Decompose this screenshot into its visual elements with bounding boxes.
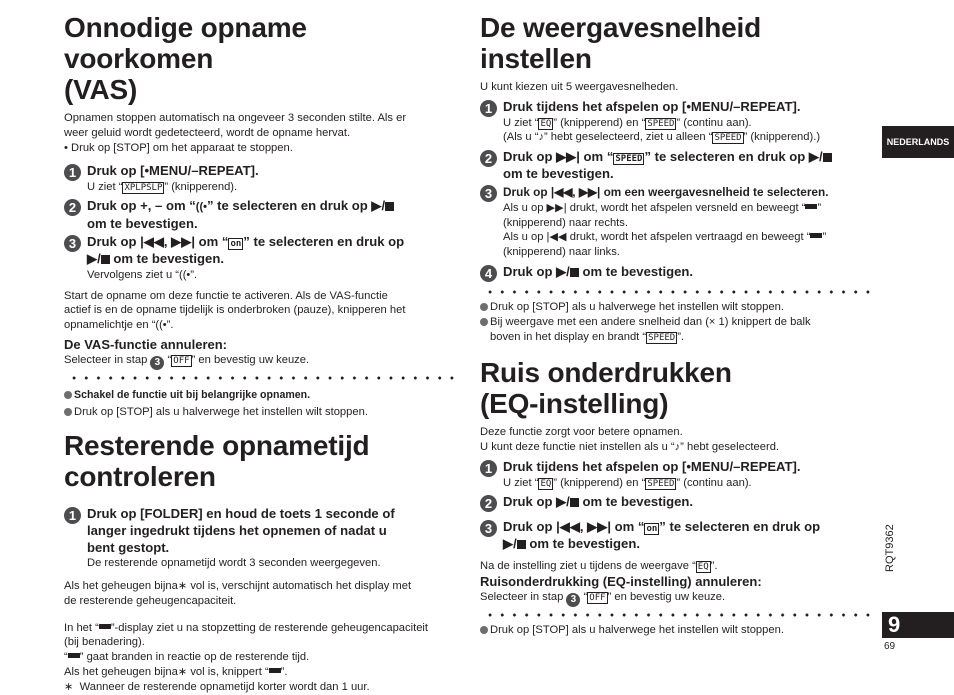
step-heading: Druk op [FOLDER] en houd de toets 1 seconde of langer ingedrukt tijdens het opnemen of nadat u bent gestopt. bbox=[87, 505, 395, 555]
lcd-xplpslp-icon: XPLPSLP bbox=[124, 183, 163, 194]
eq-title: Ruis onderdrukken (EQ-instelling) bbox=[480, 357, 732, 420]
speed-bar-icon bbox=[810, 233, 822, 238]
step-heading: Druk op |◀◀, ▶▶| om “ on ” te selecteren en druk op ▶/ om te bevestigen. bbox=[503, 519, 821, 551]
speed-title: De weergavesnelheid instellen bbox=[480, 12, 761, 74]
step-detail: U ziet “ EQ ” (knipperend) en “ SPEED ” (continu aan). bbox=[503, 476, 752, 489]
step-number: 1 bbox=[64, 164, 81, 181]
music-note-icon: ♪ bbox=[674, 441, 681, 454]
step-heading: Druk op |◀◀, ▶▶| om “ on ” te selecteren en druk op ▶/ om te bevestigen. bbox=[87, 234, 405, 267]
dotted-divider bbox=[64, 372, 462, 384]
eq-note-stop: Druk op [STOP] als u halverwege het instellen wilt stoppen. bbox=[480, 623, 878, 638]
stop-square-icon bbox=[385, 202, 394, 211]
vas-activation-text: Start de opname om deze functie te activeren. Als de VAS-functie actief is en de opname tijdelijk is onderbroken (pauze), knipperen het opnamelichtje en “((•”. bbox=[64, 289, 406, 332]
lcd-eq-icon: EQ bbox=[540, 118, 552, 129]
asterisk: ∗ bbox=[177, 579, 188, 592]
lcd-speed-icon: SPEED bbox=[648, 333, 676, 344]
dotted-divider bbox=[480, 609, 878, 621]
remaining-time-title: Resterende opnametijd controleren bbox=[64, 429, 370, 492]
dotted-divider bbox=[480, 286, 878, 298]
step-number: 2 bbox=[64, 199, 81, 216]
vas-intro: Opnamen stoppen automatisch na ongeveer 3 seconden stilte. Als er weer geluid wordt gedetecteerd, wordt de opname hervat. bbox=[64, 112, 407, 139]
step-heading: Druk op ▶/ om te bevestigen. bbox=[503, 494, 694, 510]
step-heading: Druk op ▶/ om te bevestigen. bbox=[503, 263, 694, 279]
memory-auto-text: Als het geheugen bijna∗ vol is, verschijnt automatisch het display met de resterende geheugencapaciteit. bbox=[64, 579, 412, 607]
memory-bar-icon bbox=[68, 653, 80, 658]
vas-icon: ((• bbox=[195, 200, 207, 213]
vas-title: Onnodige opname voorkomen (VAS) bbox=[64, 12, 307, 105]
step-number: 3 bbox=[64, 235, 81, 252]
lcd-off-icon: OFF bbox=[589, 592, 606, 603]
eq-cancel-text: Selecteer in stap 3 “ OFF ” en bevestig uw keuze. bbox=[480, 590, 726, 605]
step-number: 3 bbox=[480, 520, 497, 537]
stop-square-icon bbox=[101, 255, 110, 264]
lcd-speed-icon: SPEED bbox=[714, 133, 742, 144]
step-detail: U ziet “ EQ ” (knipperend) en “ SPEED ” (continu aan). (Als u “♪” hebt geselecteerd, ziet u alleen “ SPEED ” (knipperend).) bbox=[503, 116, 821, 144]
vas-note-stop: Druk op [STOP] als u halverwege het instellen wilt stoppen. bbox=[64, 405, 462, 420]
step-detail-slower: Als u op |◀◀ drukt, wordt het afspelen vertraagd en beweegt “ ” (knipperend) naar links. bbox=[503, 231, 827, 258]
language-tab: NEDERLANDS bbox=[882, 126, 954, 158]
speed-note-bar: Bij weergave met een andere snelheid dan (× 1) knippert de balk boven in het display en brandt “ SPEED ”. bbox=[480, 315, 878, 345]
vas-cancel-text: Selecteer in stap 3 “ OFF ” en bevestig uw keuze. bbox=[64, 353, 310, 368]
step-detail-faster: Als u op ▶▶| drukt, wordt het afspelen versneld en beweegt “ ” (knipperend) naar rechts. bbox=[503, 202, 822, 229]
speed-note-stop: Druk op [STOP] als u halverwege het instellen wilt stoppen. bbox=[480, 300, 878, 315]
bar-blinks-text: Als het geheugen bijna∗ vol is, knippert “ ”. bbox=[64, 665, 288, 678]
step-number: 2 bbox=[480, 495, 497, 512]
music-note-icon: ♪ bbox=[538, 131, 544, 144]
stop-square-icon bbox=[570, 498, 579, 507]
step-heading: Druk op ▶▶| om “ SPEED ” te selecteren en druk op ▶/ om te bevestigen. bbox=[503, 149, 878, 183]
step-heading: Druk op |◀◀, ▶▶| om een weergavesnelheid te selecteren. bbox=[503, 185, 829, 200]
lcd-eq-icon: EQ bbox=[540, 478, 552, 489]
model-number: RQT9362 bbox=[884, 524, 896, 572]
step-number: 3 bbox=[480, 185, 497, 202]
eq-step-3 bbox=[480, 519, 878, 553]
vas-step-2 bbox=[64, 198, 462, 233]
remaining-step-1 bbox=[64, 506, 462, 571]
left-column bbox=[64, 12, 462, 695]
asterisk: ∗ bbox=[177, 665, 188, 678]
step-ref-badge: 3 bbox=[150, 356, 164, 370]
lcd-off-icon: OFF bbox=[173, 355, 190, 366]
stop-square-icon bbox=[517, 540, 526, 549]
display-remaining-text: In het “ ”-display ziet u na stopzetting de resterende geheugencapaciteit (bij benadering). bbox=[64, 621, 429, 649]
step-number: 1 bbox=[480, 100, 497, 117]
speed-step-2 bbox=[480, 149, 878, 183]
step-heading: Druk op [•MENU/–REPEAT]. bbox=[87, 163, 259, 179]
memory-bar-icon bbox=[269, 668, 281, 673]
step-number: 1 bbox=[480, 460, 497, 477]
footnote: ∗ Wanneer de resterende opnametijd korter wordt dan 1 uur. bbox=[64, 680, 370, 693]
step-detail: U ziet “ XPLPSLP ” (knipperend). bbox=[87, 181, 238, 194]
step-detail: De resterende opnametijd wordt 3 seconden weergegeven. bbox=[87, 557, 381, 570]
speed-step-4 bbox=[480, 264, 878, 281]
eq-after-text: Na de instelling ziet u tijdens de weergave “ EQ ”. bbox=[480, 559, 718, 572]
step-heading: Druk op +, – om “((•” te selecteren en druk op ▶/ om te bevestigen. bbox=[87, 198, 462, 233]
eq-intro: Deze functie zorgt voor betere opnamen. U kunt deze functie niet instellen als u “♪” hebt geselecteerd. bbox=[480, 426, 780, 454]
step-number: 1 bbox=[64, 507, 81, 524]
eq-step-2 bbox=[480, 494, 878, 511]
speed-step-3 bbox=[480, 184, 878, 259]
lcd-speed-icon: SPEED bbox=[647, 478, 675, 489]
bar-lights-text: “ ” gaat branden in reactie op de resterende tijd. bbox=[64, 651, 310, 664]
lcd-speed-icon: SPEED bbox=[647, 118, 675, 129]
speed-step-1 bbox=[480, 99, 878, 145]
lcd-eq-icon: EQ bbox=[697, 561, 709, 572]
lcd-speed-icon: SPEED bbox=[615, 153, 643, 164]
step-number: 2 bbox=[480, 150, 497, 167]
vas-icon: ((• bbox=[179, 268, 191, 281]
right-column bbox=[480, 12, 878, 638]
eq-cancel-heading: Ruisonderdrukking (EQ-instelling) annuleren: bbox=[480, 573, 762, 589]
step-heading: Druk tijdens het afspelen op [•MENU/–REPEAT]. bbox=[503, 98, 801, 114]
step-ref-badge: 3 bbox=[566, 593, 580, 607]
vas-note-important: Schakel de functie uit bij belangrijke opnamen. bbox=[64, 388, 462, 403]
speed-intro: U kunt kiezen uit 5 weergavesnelheden. bbox=[480, 81, 679, 93]
step-number: 4 bbox=[480, 265, 497, 282]
stop-square-icon bbox=[823, 153, 832, 162]
memory-bar-icon bbox=[99, 624, 111, 629]
speed-bar-icon bbox=[805, 204, 817, 209]
page-number: 69 bbox=[884, 641, 896, 652]
stop-square-icon bbox=[570, 268, 579, 277]
lcd-on-icon: on bbox=[230, 239, 242, 250]
step-heading: Druk tijdens het afspelen op [•MENU/–REPEAT]. bbox=[503, 458, 801, 474]
step-detail: Vervolgens ziet u “((•”. bbox=[87, 268, 198, 281]
vas-step-1 bbox=[64, 163, 462, 194]
vas-cancel-heading: De VAS-functie annuleren: bbox=[64, 336, 228, 352]
vas-bullet-stop: • Druk op [STOP] om het apparaat te stoppen. bbox=[64, 141, 293, 154]
vas-icon: ((• bbox=[155, 319, 167, 332]
section-number-box: 9 bbox=[882, 612, 954, 638]
lcd-on-icon: on bbox=[646, 524, 658, 535]
eq-step-1 bbox=[480, 459, 878, 490]
vas-step-3 bbox=[64, 234, 462, 282]
